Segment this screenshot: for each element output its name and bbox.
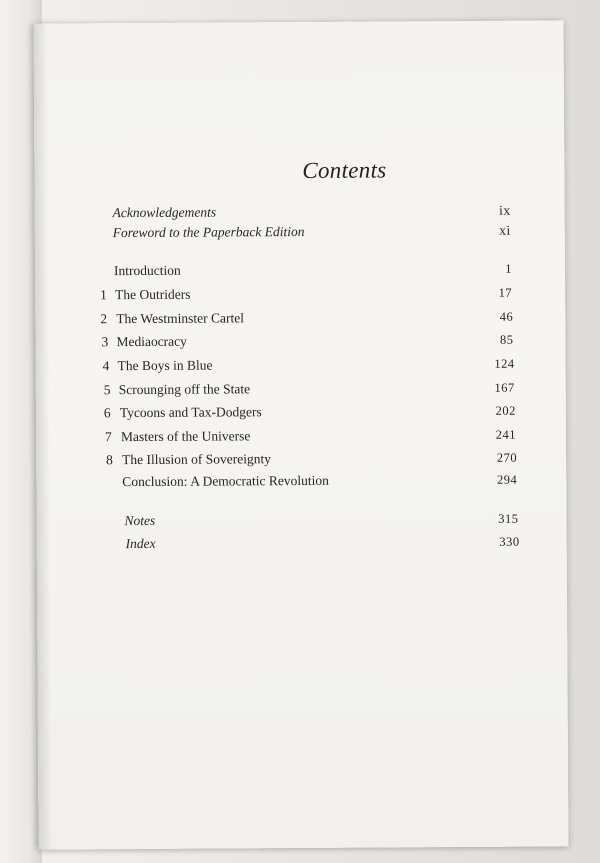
toc-entry-page: 315 <box>498 511 519 526</box>
toc-entry-page: 17 <box>498 285 513 300</box>
toc-entry-label: The Westminster Cartel <box>116 310 244 327</box>
toc-entry-page: 46 <box>499 309 514 324</box>
toc-entry-number: 7 <box>104 429 112 445</box>
toc-entry-page: xi <box>499 222 511 238</box>
toc-entry-page: 241 <box>495 427 517 442</box>
toc-entry-label: Index <box>125 535 156 552</box>
toc-entry-label: Acknowledgements <box>112 204 217 221</box>
toc-entry-number: 2 <box>100 311 108 327</box>
toc-entry-page: 1 <box>505 261 513 276</box>
toc-entry-number: 1 <box>100 287 107 303</box>
toc-entry-number: 4 <box>102 358 110 374</box>
toc-entry-page: 294 <box>496 472 518 487</box>
toc-entry-page: 85 <box>499 332 514 347</box>
toc-entry-label: Notes <box>124 512 156 529</box>
toc-entry-label: The Boys in Blue <box>117 357 213 374</box>
toc-entry-label: Scrounging off the State <box>118 381 251 398</box>
contents-heading: Contents <box>302 157 387 183</box>
toc-entry-number: 8 <box>106 452 113 468</box>
toc-entry-page: 330 <box>499 534 520 549</box>
book-page <box>33 20 568 849</box>
toc-entry-label: The Illusion of Sovereignty <box>122 451 272 468</box>
toc-entry-page: 124 <box>494 356 515 371</box>
toc-entry-label: Foreword to the Paperback Edition <box>112 223 305 241</box>
toc-entry-label: Masters of the Universe <box>120 428 251 445</box>
toc-entry-page: 167 <box>494 380 515 395</box>
toc-entry-label: Introduction <box>113 262 181 279</box>
toc-entry-label: Conclusion: A Democratic Revolution <box>122 472 329 490</box>
toc-entry-label: Mediaocracy <box>116 333 187 350</box>
toc-entry-number: 6 <box>103 405 111 421</box>
toc-entry-page: ix <box>499 202 511 218</box>
toc-entry-page: 270 <box>496 450 518 465</box>
toc-entry-number: 3 <box>101 334 109 350</box>
toc-entry-number: 5 <box>103 382 111 398</box>
toc-entry-label: The Outriders <box>115 286 191 303</box>
toc-entry-label: Tycoons and Tax-Dodgers <box>119 404 262 421</box>
toc-entry-page: 202 <box>495 403 516 418</box>
